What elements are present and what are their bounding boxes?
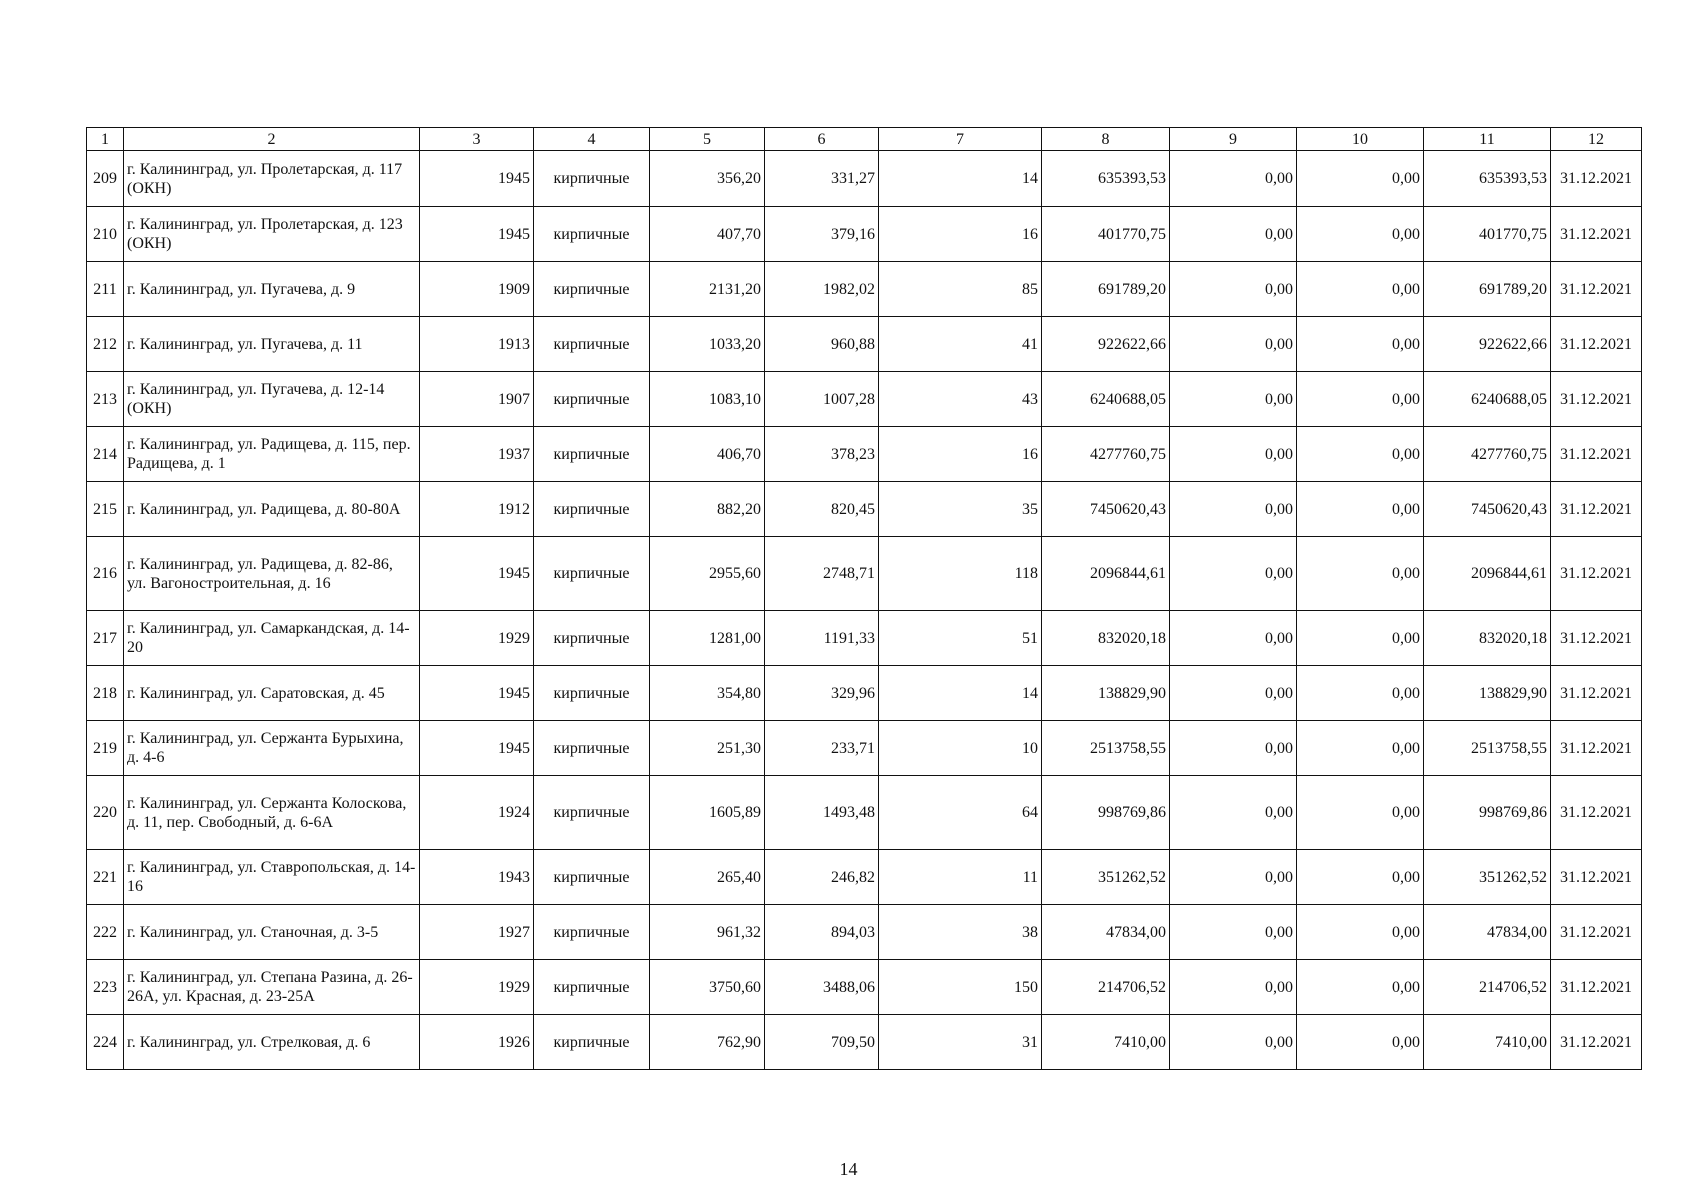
address-cell: г. Калининград, ул. Пугачева, д. 12-14 (ОКН) bbox=[124, 372, 420, 427]
page-number: 14 bbox=[839, 1159, 858, 1179]
row-number: 219 bbox=[87, 721, 124, 776]
column-number-header-row bbox=[87, 128, 1642, 151]
col6-cell: 820,45 bbox=[765, 482, 879, 537]
row-number: 216 bbox=[87, 537, 124, 611]
year-built-cell: 1907 bbox=[420, 372, 534, 427]
date-cell: 31.12.2021 bbox=[1551, 1015, 1642, 1070]
wall-material-cell: кирпичные bbox=[534, 611, 650, 666]
table-row bbox=[87, 721, 1642, 776]
col10-cell: 0,00 bbox=[1297, 960, 1424, 1015]
housing-register-table bbox=[86, 127, 1642, 1070]
row-number: 210 bbox=[87, 207, 124, 262]
col10-cell: 0,00 bbox=[1297, 1015, 1424, 1070]
col8-cell: 4277760,75 bbox=[1042, 427, 1170, 482]
column-header: 1 bbox=[87, 128, 124, 151]
year-built-cell: 1929 bbox=[420, 960, 534, 1015]
col5-cell: 1033,20 bbox=[650, 317, 765, 372]
year-built-cell: 1924 bbox=[420, 776, 534, 850]
address-cell: г. Калининград, ул. Сержанта Колоскова, д. 11, пер. Свободный, д. 6-6А bbox=[124, 776, 420, 850]
col8-cell: 47834,00 bbox=[1042, 905, 1170, 960]
date-cell: 31.12.2021 bbox=[1551, 372, 1642, 427]
row-number: 209 bbox=[87, 151, 124, 207]
col6-cell: 1191,33 bbox=[765, 611, 879, 666]
row-number: 212 bbox=[87, 317, 124, 372]
date-cell: 31.12.2021 bbox=[1551, 482, 1642, 537]
col9-cell: 0,00 bbox=[1170, 372, 1297, 427]
date-cell: 31.12.2021 bbox=[1551, 960, 1642, 1015]
year-built-cell: 1913 bbox=[420, 317, 534, 372]
col5-cell: 762,90 bbox=[650, 1015, 765, 1070]
date-cell: 31.12.2021 bbox=[1551, 666, 1642, 721]
col6-cell: 331,27 bbox=[765, 151, 879, 207]
col11-cell: 138829,90 bbox=[1424, 666, 1551, 721]
year-built-cell: 1926 bbox=[420, 1015, 534, 1070]
col5-cell: 3750,60 bbox=[650, 960, 765, 1015]
col8-cell: 214706,52 bbox=[1042, 960, 1170, 1015]
col9-cell: 0,00 bbox=[1170, 960, 1297, 1015]
year-built-cell: 1927 bbox=[420, 905, 534, 960]
col7-cell: 14 bbox=[879, 666, 1042, 721]
year-built-cell: 1945 bbox=[420, 537, 534, 611]
wall-material-cell: кирпичные bbox=[534, 721, 650, 776]
address-cell: г. Калининград, ул. Пролетарская, д. 123 (ОКН) bbox=[124, 207, 420, 262]
col8-cell: 7450620,43 bbox=[1042, 482, 1170, 537]
col8-cell: 691789,20 bbox=[1042, 262, 1170, 317]
table-row bbox=[87, 372, 1642, 427]
col7-cell: 41 bbox=[879, 317, 1042, 372]
address-cell: г. Калининград, ул. Пугачева, д. 9 bbox=[124, 262, 420, 317]
col9-cell: 0,00 bbox=[1170, 776, 1297, 850]
col5-cell: 251,30 bbox=[650, 721, 765, 776]
table-row bbox=[87, 427, 1642, 482]
col9-cell: 0,00 bbox=[1170, 537, 1297, 611]
wall-material-cell: кирпичные bbox=[534, 427, 650, 482]
col6-cell: 2748,71 bbox=[765, 537, 879, 611]
address-cell: г. Калининград, ул. Ставропольская, д. 14-16 bbox=[124, 850, 420, 905]
col11-cell: 214706,52 bbox=[1424, 960, 1551, 1015]
col8-cell: 998769,86 bbox=[1042, 776, 1170, 850]
wall-material-cell: кирпичные bbox=[534, 905, 650, 960]
col11-cell: 635393,53 bbox=[1424, 151, 1551, 207]
col7-cell: 16 bbox=[879, 207, 1042, 262]
year-built-cell: 1945 bbox=[420, 151, 534, 207]
table-row bbox=[87, 537, 1642, 611]
col10-cell: 0,00 bbox=[1297, 317, 1424, 372]
col6-cell: 1007,28 bbox=[765, 372, 879, 427]
col5-cell: 961,32 bbox=[650, 905, 765, 960]
col10-cell: 0,00 bbox=[1297, 611, 1424, 666]
row-number: 222 bbox=[87, 905, 124, 960]
col5-cell: 1281,00 bbox=[650, 611, 765, 666]
row-number: 221 bbox=[87, 850, 124, 905]
date-cell: 31.12.2021 bbox=[1551, 721, 1642, 776]
col5-cell: 265,40 bbox=[650, 850, 765, 905]
col11-cell: 832020,18 bbox=[1424, 611, 1551, 666]
col10-cell: 0,00 bbox=[1297, 151, 1424, 207]
col7-cell: 31 bbox=[879, 1015, 1042, 1070]
col6-cell: 1982,02 bbox=[765, 262, 879, 317]
address-cell: г. Калининград, ул. Радищева, д. 82-86, ул. Вагоностроительная, д. 16 bbox=[124, 537, 420, 611]
wall-material-cell: кирпичные bbox=[534, 482, 650, 537]
col9-cell: 0,00 bbox=[1170, 317, 1297, 372]
row-number: 215 bbox=[87, 482, 124, 537]
year-built-cell: 1945 bbox=[420, 666, 534, 721]
column-header: 2 bbox=[124, 128, 420, 151]
col11-cell: 351262,52 bbox=[1424, 850, 1551, 905]
col11-cell: 691789,20 bbox=[1424, 262, 1551, 317]
address-cell: г. Калининград, ул. Пролетарская, д. 117 (ОКН) bbox=[124, 151, 420, 207]
col5-cell: 1083,10 bbox=[650, 372, 765, 427]
col8-cell: 2513758,55 bbox=[1042, 721, 1170, 776]
col9-cell: 0,00 bbox=[1170, 262, 1297, 317]
col10-cell: 0,00 bbox=[1297, 427, 1424, 482]
col10-cell: 0,00 bbox=[1297, 207, 1424, 262]
col7-cell: 10 bbox=[879, 721, 1042, 776]
col6-cell: 3488,06 bbox=[765, 960, 879, 1015]
row-number: 217 bbox=[87, 611, 124, 666]
col7-cell: 150 bbox=[879, 960, 1042, 1015]
row-number: 218 bbox=[87, 666, 124, 721]
col11-cell: 2096844,61 bbox=[1424, 537, 1551, 611]
year-built-cell: 1937 bbox=[420, 427, 534, 482]
col7-cell: 51 bbox=[879, 611, 1042, 666]
col8-cell: 351262,52 bbox=[1042, 850, 1170, 905]
wall-material-cell: кирпичные bbox=[534, 1015, 650, 1070]
date-cell: 31.12.2021 bbox=[1551, 207, 1642, 262]
col11-cell: 2513758,55 bbox=[1424, 721, 1551, 776]
address-cell: г. Калининград, ул. Пугачева, д. 11 bbox=[124, 317, 420, 372]
col7-cell: 85 bbox=[879, 262, 1042, 317]
col10-cell: 0,00 bbox=[1297, 482, 1424, 537]
row-number: 220 bbox=[87, 776, 124, 850]
date-cell: 31.12.2021 bbox=[1551, 905, 1642, 960]
col11-cell: 7410,00 bbox=[1424, 1015, 1551, 1070]
col10-cell: 0,00 bbox=[1297, 905, 1424, 960]
table-row bbox=[87, 482, 1642, 537]
address-cell: г. Калининград, ул. Самаркандская, д. 14-20 bbox=[124, 611, 420, 666]
col7-cell: 118 bbox=[879, 537, 1042, 611]
col9-cell: 0,00 bbox=[1170, 427, 1297, 482]
wall-material-cell: кирпичные bbox=[534, 776, 650, 850]
col8-cell: 635393,53 bbox=[1042, 151, 1170, 207]
col6-cell: 246,82 bbox=[765, 850, 879, 905]
date-cell: 31.12.2021 bbox=[1551, 611, 1642, 666]
col6-cell: 894,03 bbox=[765, 905, 879, 960]
col8-cell: 832020,18 bbox=[1042, 611, 1170, 666]
row-number: 224 bbox=[87, 1015, 124, 1070]
col10-cell: 0,00 bbox=[1297, 372, 1424, 427]
col10-cell: 0,00 bbox=[1297, 776, 1424, 850]
col9-cell: 0,00 bbox=[1170, 611, 1297, 666]
col9-cell: 0,00 bbox=[1170, 207, 1297, 262]
col11-cell: 4277760,75 bbox=[1424, 427, 1551, 482]
address-cell: г. Калининград, ул. Степана Разина, д. 26-26А, ул. Красная, д. 23-25А bbox=[124, 960, 420, 1015]
address-cell: г. Калининград, ул. Станочная, д. 3-5 bbox=[124, 905, 420, 960]
col8-cell: 138829,90 bbox=[1042, 666, 1170, 721]
wall-material-cell: кирпичные bbox=[534, 151, 650, 207]
date-cell: 31.12.2021 bbox=[1551, 151, 1642, 207]
col9-cell: 0,00 bbox=[1170, 151, 1297, 207]
col8-cell: 922622,66 bbox=[1042, 317, 1170, 372]
row-number: 213 bbox=[87, 372, 124, 427]
col6-cell: 960,88 bbox=[765, 317, 879, 372]
col6-cell: 233,71 bbox=[765, 721, 879, 776]
table-row bbox=[87, 207, 1642, 262]
col6-cell: 329,96 bbox=[765, 666, 879, 721]
column-header: 9 bbox=[1170, 128, 1297, 151]
date-cell: 31.12.2021 bbox=[1551, 262, 1642, 317]
col7-cell: 64 bbox=[879, 776, 1042, 850]
col6-cell: 1493,48 bbox=[765, 776, 879, 850]
col10-cell: 0,00 bbox=[1297, 666, 1424, 721]
col9-cell: 0,00 bbox=[1170, 482, 1297, 537]
col10-cell: 0,00 bbox=[1297, 262, 1424, 317]
column-header: 12 bbox=[1551, 128, 1642, 151]
col6-cell: 379,16 bbox=[765, 207, 879, 262]
table-body bbox=[87, 128, 1642, 1070]
col5-cell: 1605,89 bbox=[650, 776, 765, 850]
column-header: 6 bbox=[765, 128, 879, 151]
address-cell: г. Калининград, ул. Стрелковая, д. 6 bbox=[124, 1015, 420, 1070]
table-row bbox=[87, 666, 1642, 721]
col5-cell: 356,20 bbox=[650, 151, 765, 207]
column-header: 8 bbox=[1042, 128, 1170, 151]
wall-material-cell: кирпичные bbox=[534, 960, 650, 1015]
year-built-cell: 1912 bbox=[420, 482, 534, 537]
table-row bbox=[87, 611, 1642, 666]
date-cell: 31.12.2021 bbox=[1551, 776, 1642, 850]
col5-cell: 2955,60 bbox=[650, 537, 765, 611]
wall-material-cell: кирпичные bbox=[534, 666, 650, 721]
col9-cell: 0,00 bbox=[1170, 850, 1297, 905]
col10-cell: 0,00 bbox=[1297, 537, 1424, 611]
row-number: 223 bbox=[87, 960, 124, 1015]
col11-cell: 6240688,05 bbox=[1424, 372, 1551, 427]
column-header: 4 bbox=[534, 128, 650, 151]
col8-cell: 6240688,05 bbox=[1042, 372, 1170, 427]
table-row bbox=[87, 960, 1642, 1015]
table-row bbox=[87, 776, 1642, 850]
col7-cell: 35 bbox=[879, 482, 1042, 537]
date-cell: 31.12.2021 bbox=[1551, 537, 1642, 611]
wall-material-cell: кирпичные bbox=[534, 372, 650, 427]
column-header: 10 bbox=[1297, 128, 1424, 151]
col8-cell: 2096844,61 bbox=[1042, 537, 1170, 611]
wall-material-cell: кирпичные bbox=[534, 537, 650, 611]
col6-cell: 378,23 bbox=[765, 427, 879, 482]
year-built-cell: 1943 bbox=[420, 850, 534, 905]
year-built-cell: 1945 bbox=[420, 207, 534, 262]
year-built-cell: 1945 bbox=[420, 721, 534, 776]
col9-cell: 0,00 bbox=[1170, 666, 1297, 721]
col5-cell: 354,80 bbox=[650, 666, 765, 721]
address-cell: г. Калининград, ул. Радищева, д. 80-80А bbox=[124, 482, 420, 537]
col7-cell: 43 bbox=[879, 372, 1042, 427]
col7-cell: 11 bbox=[879, 850, 1042, 905]
col11-cell: 998769,86 bbox=[1424, 776, 1551, 850]
col8-cell: 7410,00 bbox=[1042, 1015, 1170, 1070]
year-built-cell: 1929 bbox=[420, 611, 534, 666]
address-cell: г. Калининград, ул. Саратовская, д. 45 bbox=[124, 666, 420, 721]
row-number: 214 bbox=[87, 427, 124, 482]
table-row bbox=[87, 317, 1642, 372]
column-header: 7 bbox=[879, 128, 1042, 151]
col7-cell: 38 bbox=[879, 905, 1042, 960]
col5-cell: 882,20 bbox=[650, 482, 765, 537]
col9-cell: 0,00 bbox=[1170, 1015, 1297, 1070]
col8-cell: 401770,75 bbox=[1042, 207, 1170, 262]
row-number: 211 bbox=[87, 262, 124, 317]
wall-material-cell: кирпичные bbox=[534, 850, 650, 905]
col7-cell: 16 bbox=[879, 427, 1042, 482]
col9-cell: 0,00 bbox=[1170, 905, 1297, 960]
address-cell: г. Калининград, ул. Радищева, д. 115, пер. Радищева, д. 1 bbox=[124, 427, 420, 482]
col10-cell: 0,00 bbox=[1297, 721, 1424, 776]
col11-cell: 922622,66 bbox=[1424, 317, 1551, 372]
col5-cell: 406,70 bbox=[650, 427, 765, 482]
col5-cell: 407,70 bbox=[650, 207, 765, 262]
table-row bbox=[87, 151, 1642, 207]
table-row bbox=[87, 850, 1642, 905]
col11-cell: 47834,00 bbox=[1424, 905, 1551, 960]
column-header: 5 bbox=[650, 128, 765, 151]
table-row bbox=[87, 262, 1642, 317]
table-row bbox=[87, 1015, 1642, 1070]
col7-cell: 14 bbox=[879, 151, 1042, 207]
col11-cell: 401770,75 bbox=[1424, 207, 1551, 262]
wall-material-cell: кирпичные bbox=[534, 317, 650, 372]
date-cell: 31.12.2021 bbox=[1551, 850, 1642, 905]
col10-cell: 0,00 bbox=[1297, 850, 1424, 905]
column-header: 3 bbox=[420, 128, 534, 151]
col6-cell: 709,50 bbox=[765, 1015, 879, 1070]
date-cell: 31.12.2021 bbox=[1551, 317, 1642, 372]
address-cell: г. Калининград, ул. Сержанта Бурыхина, д. 4-6 bbox=[124, 721, 420, 776]
table-row bbox=[87, 905, 1642, 960]
wall-material-cell: кирпичные bbox=[534, 207, 650, 262]
col9-cell: 0,00 bbox=[1170, 721, 1297, 776]
wall-material-cell: кирпичные bbox=[534, 262, 650, 317]
year-built-cell: 1909 bbox=[420, 262, 534, 317]
date-cell: 31.12.2021 bbox=[1551, 427, 1642, 482]
col5-cell: 2131,20 bbox=[650, 262, 765, 317]
column-header: 11 bbox=[1424, 128, 1551, 151]
col11-cell: 7450620,43 bbox=[1424, 482, 1551, 537]
